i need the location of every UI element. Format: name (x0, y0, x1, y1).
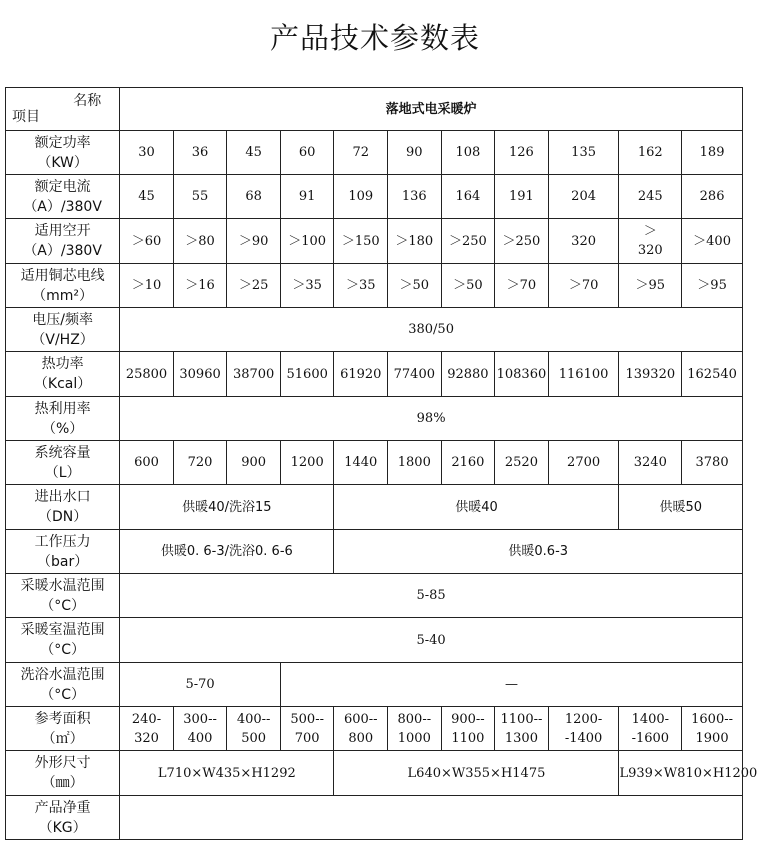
cell: 30960 (173, 352, 227, 397)
cell: 600 (120, 441, 174, 485)
cell: 2520 (495, 441, 549, 485)
cell: 68 (227, 175, 281, 219)
corner-cell (6, 88, 120, 131)
cell: 1400- -1600 (619, 707, 682, 751)
cell: 900 (227, 441, 281, 485)
cell: 72 (334, 131, 388, 175)
cell: 5-85 (120, 574, 743, 618)
table-row (6, 352, 743, 397)
cell: ＞16 (173, 264, 227, 308)
cell: ＞95 (619, 264, 682, 308)
cell: 240- 320 (120, 707, 174, 751)
cell: 45 (227, 131, 281, 175)
table-row (6, 397, 743, 441)
row-label: 热功率 （Kcal） (6, 352, 120, 397)
product-name: 落地式电采暖炉 (120, 88, 743, 131)
cell: ＞ 320 (619, 219, 682, 264)
cell: ＞250 (495, 219, 549, 264)
cell: 60 (280, 131, 334, 175)
table-row (6, 131, 743, 175)
cell: 供暖0. 6-3/洗浴0. 6-6 (120, 530, 334, 574)
corner-name-label: 名称 (73, 93, 102, 109)
cell: 3240 (619, 441, 682, 485)
row-label: 电压/频率 （V/HZ） (6, 308, 120, 352)
table-row (6, 796, 743, 840)
table-header-row (6, 88, 743, 131)
cell: ＞180 (388, 219, 442, 264)
cell: L710×W435×H1292 (120, 751, 334, 796)
cell: 5-40 (120, 618, 743, 663)
cell: ＞50 (388, 264, 442, 308)
row-label: 额定电流 （A）/380V (6, 175, 120, 219)
row-label: 热利用率 （%） (6, 397, 120, 441)
cell (120, 796, 743, 840)
cell: 380/50 (120, 308, 743, 352)
cell: 108360 (495, 352, 549, 397)
cell: 2700 (548, 441, 619, 485)
cell: 77400 (388, 352, 442, 397)
cell: ＞250 (441, 219, 495, 264)
cell: 92880 (441, 352, 495, 397)
cell: 300-- 400 (173, 707, 227, 751)
cell: 30 (120, 131, 174, 175)
cell: ＞50 (441, 264, 495, 308)
table-row (6, 264, 743, 308)
table-row (6, 175, 743, 219)
cell: ＞400 (682, 219, 743, 264)
cell: 720 (173, 441, 227, 485)
cell: 45 (120, 175, 174, 219)
table-row (6, 574, 743, 618)
cell: 3780 (682, 441, 743, 485)
cell: L640×W355×H1475 (334, 751, 619, 796)
spec-table (5, 87, 757, 840)
cell: 51600 (280, 352, 334, 397)
table-row (6, 751, 743, 796)
cell: ＞70 (548, 264, 619, 308)
cell: ＞60 (120, 219, 174, 264)
cell: 126 (495, 131, 549, 175)
cell: 98% (120, 397, 743, 441)
table-row (6, 219, 743, 264)
cell: 1440 (334, 441, 388, 485)
table-row (6, 707, 743, 751)
table-row (6, 530, 743, 574)
cell: 25800 (120, 352, 174, 397)
row-label: 外形尺寸 （㎜） (6, 751, 120, 796)
cell: 189 (682, 131, 743, 175)
corner-item-label: 项目 (12, 109, 40, 125)
cell: ＞80 (173, 219, 227, 264)
cell: 2160 (441, 441, 495, 485)
cell: 供暖0.6-3 (334, 530, 743, 574)
row-label: 洗浴水温范围 （°C） (6, 663, 120, 707)
row-label: 参考面积 （㎡） (6, 707, 120, 751)
cell: 36 (173, 131, 227, 175)
cell: ＞150 (334, 219, 388, 264)
cell: 供暖50 (619, 485, 743, 530)
cell: 135 (548, 131, 619, 175)
cell: 1200- -1400 (548, 707, 619, 751)
cell: 136 (388, 175, 442, 219)
cell: 供暖40/洗浴15 (120, 485, 334, 530)
cell: L939×W810×H1200 (619, 751, 743, 796)
cell: ＞35 (334, 264, 388, 308)
cell: ＞25 (227, 264, 281, 308)
cell: 1100-- 1300 (495, 707, 549, 751)
cell: ＞70 (495, 264, 549, 308)
cell: 116100 (548, 352, 619, 397)
page-title: 产品技术参数表 (269, 21, 480, 55)
cell: 400-- 500 (227, 707, 281, 751)
cell: ＞35 (280, 264, 334, 308)
row-label: 系统容量 （L） (6, 441, 120, 485)
cell: 204 (548, 175, 619, 219)
cell: 90 (388, 131, 442, 175)
cell: ＞95 (682, 264, 743, 308)
cell: 1600-- 1900 (682, 707, 743, 751)
cell: 286 (682, 175, 743, 219)
cell: 108 (441, 131, 495, 175)
cell: 162540 (682, 352, 743, 397)
cell: 191 (495, 175, 549, 219)
row-label: 采暖室温范围 （°C） (6, 618, 120, 663)
row-label: 产品净重 （KG） (6, 796, 120, 840)
cell: 500-- 700 (280, 707, 334, 751)
cell: 供暖40 (334, 485, 619, 530)
cell: 38700 (227, 352, 281, 397)
row-label: 工作压力 （bar） (6, 530, 120, 574)
cell: 164 (441, 175, 495, 219)
cell: 139320 (619, 352, 682, 397)
cell: 600-- 800 (334, 707, 388, 751)
cell: 1200 (280, 441, 334, 485)
cell: 61920 (334, 352, 388, 397)
cell: 55 (173, 175, 227, 219)
cell: ＞100 (280, 219, 334, 264)
cell: 91 (280, 175, 334, 219)
table-row (6, 618, 743, 663)
table-row (6, 441, 743, 485)
cell: 800-- 1000 (388, 707, 442, 751)
table-row (6, 663, 743, 707)
row-label: 采暖水温范围 （°C） (6, 574, 120, 618)
row-label: 进出水口 （DN） (6, 485, 120, 530)
cell: ＞10 (120, 264, 174, 308)
cell: 900-- 1100 (441, 707, 495, 751)
cell: 245 (619, 175, 682, 219)
row-label: 适用空开 （A）/380V (6, 219, 120, 264)
row-label: 适用铜芯电线 （mm²） (6, 264, 120, 308)
table-row (6, 308, 743, 352)
cell: 109 (334, 175, 388, 219)
cell: 5-70 (120, 663, 281, 707)
cell: 162 (619, 131, 682, 175)
cell: ＞90 (227, 219, 281, 264)
row-label: 额定功率 （KW） (6, 131, 120, 175)
cell: 1800 (388, 441, 442, 485)
cell: 320 (548, 219, 619, 264)
table-row (6, 485, 743, 530)
cell: — (280, 663, 742, 707)
